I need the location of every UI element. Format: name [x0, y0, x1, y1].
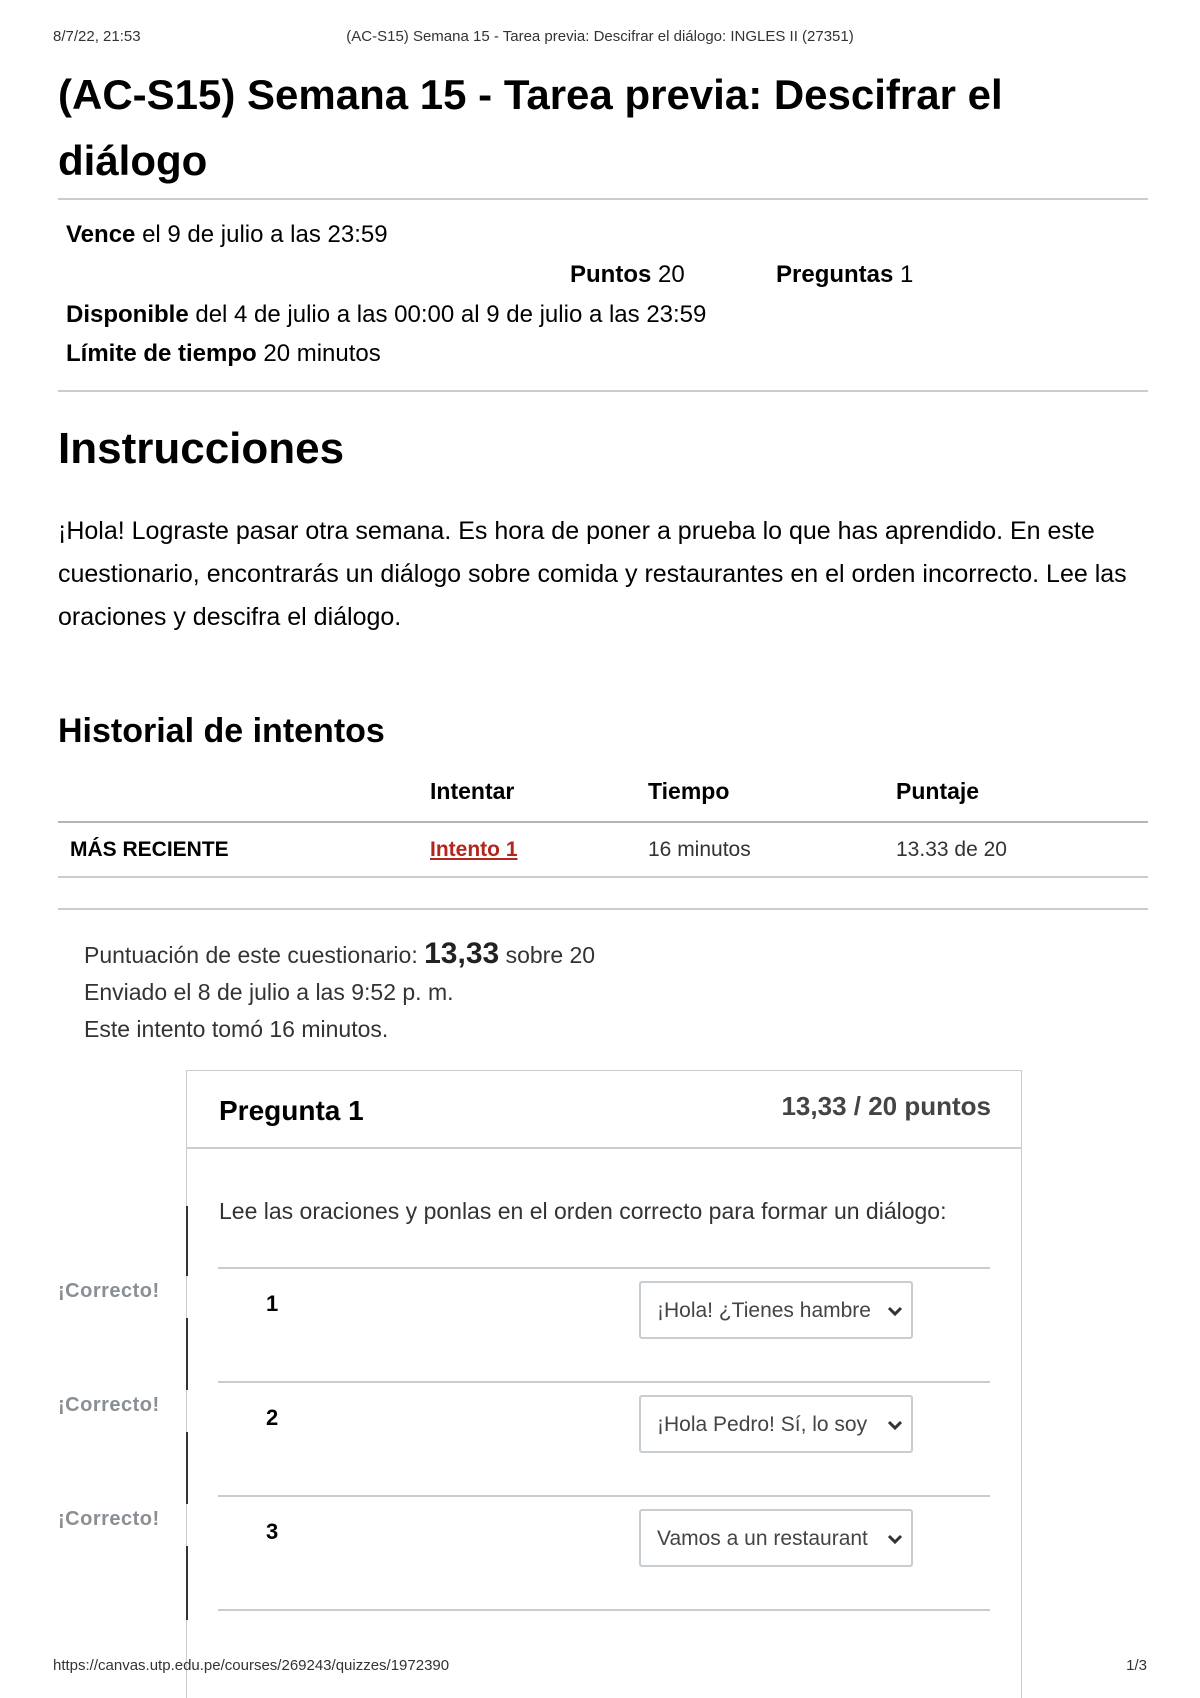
attempt-score: 13.33 de 20: [896, 838, 1007, 861]
attempt-link[interactable]: Intento 1: [430, 838, 518, 861]
answer-number: 1: [266, 1291, 279, 1316]
points-info: [570, 261, 685, 289]
page-title: (AC-S15) Semana 15 - Tarea previa: Descifrar el diálogo: [58, 71, 1003, 184]
print-header: [53, 28, 1147, 48]
score-summary: [84, 935, 595, 1048]
attempt-duration: Este intento tomó 16 minutos.: [84, 1016, 389, 1042]
correct-indicator-bar: [186, 1432, 188, 1504]
instructions-heading: Instrucciones: [58, 424, 345, 473]
answer-dropdown[interactable]: [639, 1509, 913, 1567]
time-limit-value: 20 minutos: [263, 340, 381, 367]
meta-divider: [58, 390, 1148, 392]
answer-row: [218, 1381, 990, 1495]
column-header-attempt: Intentar: [430, 778, 515, 804]
score-suffix: sobre 20: [505, 942, 596, 968]
due-label: Vence: [66, 221, 136, 248]
table-header-divider: [58, 821, 1148, 823]
answer-selected-value: ¡Hola Pedro! Sí, lo soy: [657, 1413, 868, 1436]
page-number: 1/3: [1126, 1657, 1147, 1674]
correct-indicator-bar: [186, 1318, 188, 1390]
available-value: del 4 de julio a las 00:00 al 9 de julio a las 23:59: [195, 301, 707, 328]
answer-selected-value: ¡Hola! ¿Tienes hambre: [657, 1299, 871, 1322]
attempt-time: 16 minutos: [648, 838, 751, 861]
question-title: Pregunta 1: [219, 1095, 364, 1126]
row-label: MÁS RECIENTE: [70, 838, 229, 861]
answer-row: [218, 1495, 990, 1609]
time-limit: [66, 340, 381, 368]
history-heading: Historial de intentos: [58, 712, 385, 750]
answer-dropdown[interactable]: [639, 1281, 913, 1339]
submitted-at: Enviado el 8 de julio a las 9:52 p. m.: [84, 979, 454, 1005]
question-prompt: Lee las oraciones y ponlas en el orden correcto para formar un diálogo:: [219, 1198, 947, 1224]
question-points: 13,33 / 20 puntos: [781, 1091, 991, 1121]
answer-dropdown[interactable]: [639, 1395, 913, 1453]
column-header-score: Puntaje: [896, 778, 980, 804]
score-prefix: Puntuación de este cuestionario:: [84, 942, 418, 968]
available-label: Disponible: [66, 301, 189, 328]
correct-tag: ¡Correcto!: [58, 1280, 160, 1302]
correct-tag: ¡Correcto!: [58, 1508, 160, 1530]
due-value: el 9 de julio a las 23:59: [142, 221, 388, 248]
correct-indicator-bar: [186, 1546, 188, 1620]
print-datetime: 8/7/22, 21:53: [53, 28, 141, 45]
answer-selected-value: Vamos a un restaurant: [657, 1527, 868, 1550]
points-label: Puntos: [570, 261, 652, 288]
questions-value: 1: [900, 261, 914, 288]
question-header: [187, 1071, 1021, 1149]
time-limit-label: Límite de tiempo: [66, 340, 257, 367]
questions-info: [776, 261, 913, 289]
column-header-time: Tiempo: [648, 778, 730, 804]
table-row-divider: [58, 876, 1148, 878]
chevron-down-icon: [885, 1301, 905, 1321]
due-date: [66, 221, 388, 249]
chevron-down-icon: [885, 1529, 905, 1549]
print-url: https://canvas.utp.edu.pe/courses/269243/quizzes/1972390: [53, 1657, 450, 1674]
correct-tag: ¡Correcto!: [58, 1394, 160, 1416]
chevron-down-icon: [885, 1415, 905, 1435]
question-card: [186, 1070, 1022, 1698]
answer-row: [218, 1609, 990, 1698]
answer-number: 2: [266, 1405, 279, 1430]
correct-indicator-bar: [186, 1206, 188, 1276]
availability: [66, 301, 706, 329]
answer-row: [218, 1267, 990, 1381]
title-divider: [58, 198, 1148, 200]
points-value: 20: [658, 261, 685, 288]
score-value: 13,33: [424, 937, 500, 970]
score-line: [84, 935, 595, 974]
answer-number: 3: [266, 1519, 279, 1544]
questions-label: Preguntas: [776, 261, 894, 288]
history-divider: [58, 908, 1148, 910]
instructions-text: ¡Hola! Lograste pasar otra semana. Es hora de poner a prueba lo que has aprendido. En este cuestionario, encontrarás un diálogo sobre comida y restaurantes en el orden incorrecto. Lee las oraciones y descifra el diálogo.: [58, 517, 1127, 631]
print-doc-title: (AC-S15) Semana 15 - Tarea previa: Descifrar el diálogo: INGLES II (27351): [346, 28, 854, 45]
